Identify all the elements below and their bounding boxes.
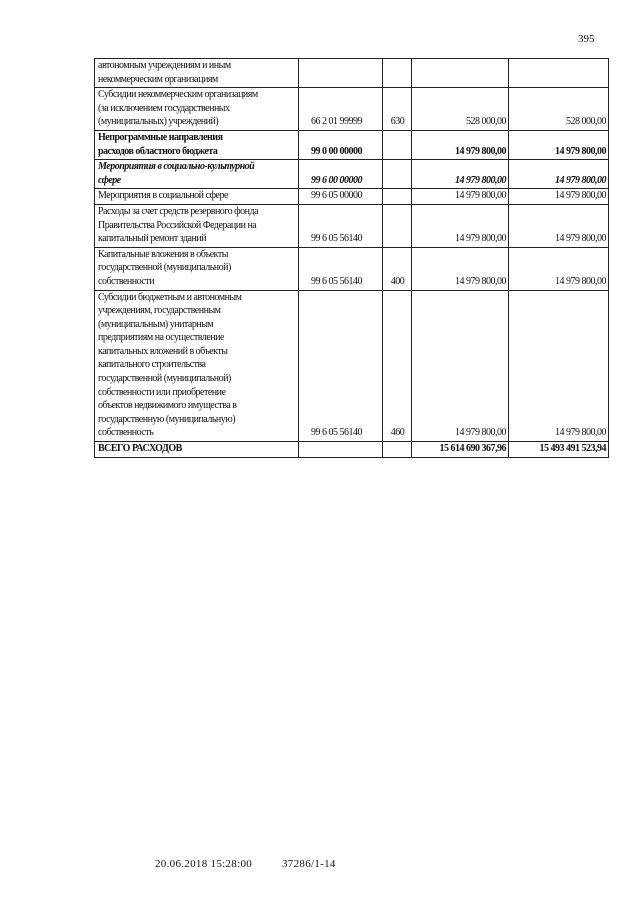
row-target-code: 66 2 01 99999 [299,88,383,131]
row-sum-year-1: 14 979 800,00 [412,204,509,247]
table-row [95,130,609,159]
row-sum-year-1: 15 614 690 367,96 [412,442,509,458]
row-description [95,247,299,290]
row-description [95,160,299,189]
row-description [95,442,299,458]
row-target-code [299,442,383,458]
table-row [95,189,609,205]
description-line: капитального строительства [98,359,206,371]
table-row [95,290,609,442]
footer-document-number: 37286/1-14 [282,858,336,870]
description-line: Расходы за счет средств резервного фонда [98,205,259,217]
row-sum-year-2: 528 000,00 [509,88,609,131]
table-row [95,204,609,247]
row-sum-year-1: 14 979 800,00 [412,130,509,159]
row-expense-type: 630 [383,88,412,131]
row-sum-year-2: 14 979 800,00 [509,290,609,442]
footer-datetime: 20.06.2018 15:28:00 [155,858,253,870]
row-sum-year-1: 14 979 800,00 [412,189,509,205]
row-sum-year-2: 14 979 800,00 [509,247,609,290]
description-line: государственной (муниципальной) [98,373,231,385]
table-row [95,160,609,189]
description-line: Непрограммные направления [98,131,223,143]
description-line: капитальных вложений в объекты [98,345,228,357]
description-line: объектов недвижимого имущества в [98,400,237,412]
description-line: сфере [98,174,121,186]
description-line: Субсидии бюджетным и автономным [98,291,242,303]
row-sum-year-2: 14 979 800,00 [509,189,609,205]
table-row [95,247,609,290]
row-sum-year-2: 14 979 800,00 [509,204,609,247]
description-line: Мероприятия в социально-культурной [98,161,255,173]
row-description [95,130,299,159]
description-line: капитальный ремонт зданий [98,233,207,245]
table-row [95,59,609,88]
description-line: собственности или приобретение [98,386,226,398]
description-line: государственную (муниципальную) [98,413,236,425]
description-line: (муниципальным) унитарным [98,318,214,330]
row-expense-type [383,130,412,159]
row-target-code: 99 6 05 56140 [299,290,383,442]
row-sum-year-2: 14 979 800,00 [509,130,609,159]
row-target-code: 99 0 00 00000 [299,130,383,159]
row-description [95,88,299,131]
row-target-code: 99 6 05 00000 [299,189,383,205]
description-line: Правительства Российской Федерации на [98,219,257,231]
row-sum-year-2 [509,59,609,88]
description-line: собственность [98,427,154,439]
row-sum-year-2: 14 979 800,00 [509,160,609,189]
row-target-code: 99 6 05 56140 [299,204,383,247]
row-description [95,189,299,205]
description-line: ВСЕГО РАСХОДОВ [98,443,182,455]
row-sum-year-1 [412,59,509,88]
description-line: предприятиям на осуществление [98,332,224,344]
row-expense-type: 400 [383,247,412,290]
description-line: собственности [98,275,155,287]
row-target-code: 99 6 05 56140 [299,247,383,290]
row-sum-year-1: 14 979 800,00 [412,290,509,442]
row-expense-type [383,160,412,189]
description-line: расходов областного бюджета [98,145,218,157]
description-line: учреждениям, государственным [98,305,221,317]
row-expense-type [383,59,412,88]
description-line: некоммерческим организациям [98,73,218,85]
table-row [95,442,609,458]
row-sum-year-1: 528 000,00 [412,88,509,131]
row-target-code [299,59,383,88]
description-line: Капитальные вложения в объекты [98,248,228,260]
description-line: Мероприятия в социальной сфере [98,190,228,202]
row-expense-type [383,442,412,458]
description-line: (за исключением государственных [98,102,230,114]
row-expense-type [383,189,412,205]
description-line: автономным учреждениям и иным [98,60,231,71]
table-row [95,88,609,131]
row-description [95,204,299,247]
row-sum-year-1: 14 979 800,00 [412,247,509,290]
description-line: государственной (муниципальной) [98,262,231,274]
table-body [95,59,609,458]
row-expense-type [383,204,412,247]
row-sum-year-2: 15 493 491 523,94 [509,442,609,458]
budget-expenditure-table [94,58,609,458]
row-expense-type: 460 [383,290,412,442]
row-description [95,290,299,442]
row-description [95,59,299,88]
row-target-code: 99 6 00 00000 [299,160,383,189]
description-line: Субсидии некоммерческим организациям [98,89,258,101]
description-line: (муниципальных) учреждений) [98,116,219,128]
row-sum-year-1: 14 979 800,00 [412,160,509,189]
page-number: 395 [578,33,595,45]
